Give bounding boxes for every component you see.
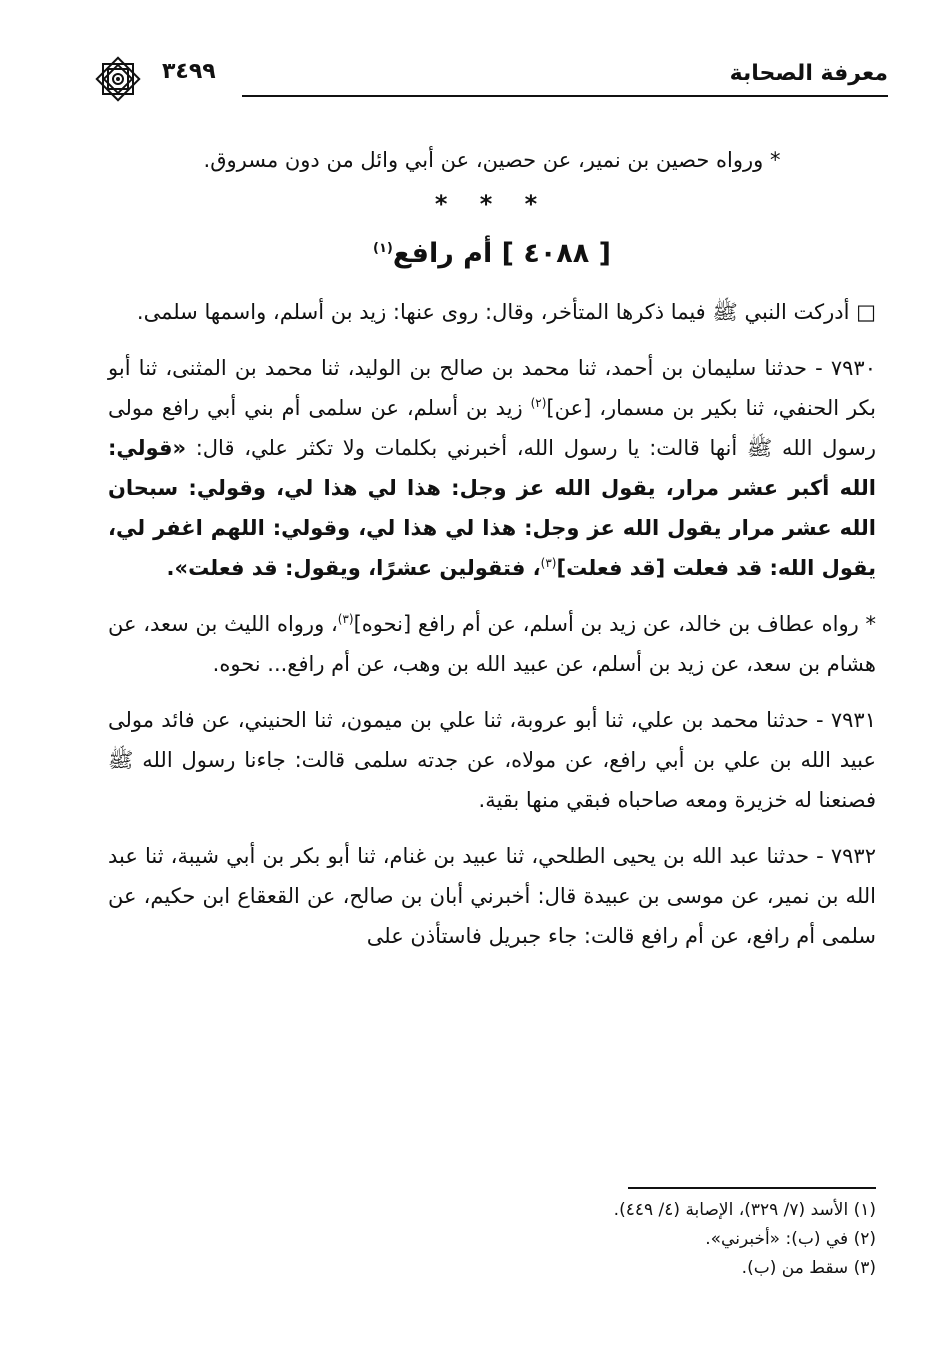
footnote-3: (٣) سقط من (ب).: [741, 1258, 876, 1278]
section-separator: * * *: [434, 190, 550, 218]
page-number: ٣٤٩٩: [162, 59, 216, 84]
hadith-7930: [108, 348, 876, 588]
header-rule: [242, 95, 888, 97]
riwaya-note: [108, 604, 876, 684]
entry-title: [108, 234, 876, 274]
footnote-ref-2: (٢): [530, 396, 547, 410]
hadith-7932: ٧٩٣٢ - حدثنا عبد الله بن يحيى الطلحي، ثنا عبيد بن غنام، ثنا أبو بكر بن أبي شيبة، ثنا عبد الله بن نمير، عن موسى بن عبيدة قال: أخبرني أبان بن صالح، عن القعقاع ابن حكيم، عن سلمى أم رافع، عن أم رافع قالت: جاء جبريل فاستأذن على: [108, 844, 876, 948]
entry-title-text: [ ٤٠٨٨ ] أم رافع: [392, 238, 612, 269]
hadith-7930-text-a: ٧٩٣٠ - حدثنا سليمان بن أحمد، ثنا محمد بن صالح بن الوليد، ثنا محمد بن المثنى، ثنا أبو بكر الحنفي، ثنا بكير بن مسمار، [عن]: [108, 356, 876, 420]
intro-line: * ورواه حصين بن نمير، عن حصين، عن أبي وائل من دون مسروق.: [203, 148, 781, 172]
entry-biography: □ أدركت النبي ﷺ فيما ذكرها المتأخر، وقال: روى عنها: زيد بن أسلم، واسمها سلمى.: [136, 300, 876, 324]
running-title: معرفة الصحابة: [729, 61, 888, 86]
octagram-ornament-icon: [90, 51, 146, 107]
hadith-7930-matn-end: ، فتقولين عشرًا، ويقول: قد فعلت».: [166, 556, 541, 580]
page-header: [92, 55, 888, 105]
footnote-2: (٢) في (ب): «أخبرني».: [705, 1229, 876, 1249]
hadith-7930-matn: «قولي: الله أكبر عشر مرار، يقول الله عز وجل: هذا لي هذا لي، وقولي: سبحان الله عشر مرار يقول الله عز وجل: هذا لي هذا لي، وقولي: اللهم اغفر لي، يقول الله: قد فعلت [قد فعلت]: [108, 436, 876, 580]
hadith-7931: ٧٩٣١ - حدثنا محمد بن علي، ثنا أبو عروبة، ثنا علي بن ميمون، ثنا الحنيني، عن فائد مولى عبيد الله بن علي بن أبي رافع، عن مولاه، عن جدته سلمى قالت: جاءنا رسول الله ﷺ فصنعنا له خزيرة ومعه صاحباه فبقي منها بقية.: [108, 708, 876, 812]
riwaya-text-a: * رواه عطاف بن خالد، عن زيد بن أسلم، عن أم رافع [نحوه]: [353, 612, 876, 636]
hadith-7930-text-b: زيد بن أسلم، عن سلمى أم بني أبي رافع مولى رسول الله ﷺ أنها قالت: يا رسول الله، أخبرني بكلمات ولا تكثر علي، قال:: [108, 396, 876, 460]
main-text: [108, 140, 876, 972]
footnote-rule: [628, 1187, 876, 1189]
footnote-ref-1: (١): [372, 241, 393, 256]
footnote-ref-3: (٣): [540, 556, 557, 570]
riwaya-text-b: ، ورواه الليث بن سعد، عن هشام بن سعد، عن زيد بن أسلم، عن عبيد الله بن وهب، عن أم رافع... نحوه.: [108, 612, 876, 676]
footnotes: [108, 1196, 876, 1283]
footnote-ref-3b: (٣): [337, 612, 354, 626]
footnote-1: (١) الأسد (٧/ ٣٢٩)، الإصابة (٤/ ٤٤٩).: [613, 1200, 876, 1220]
